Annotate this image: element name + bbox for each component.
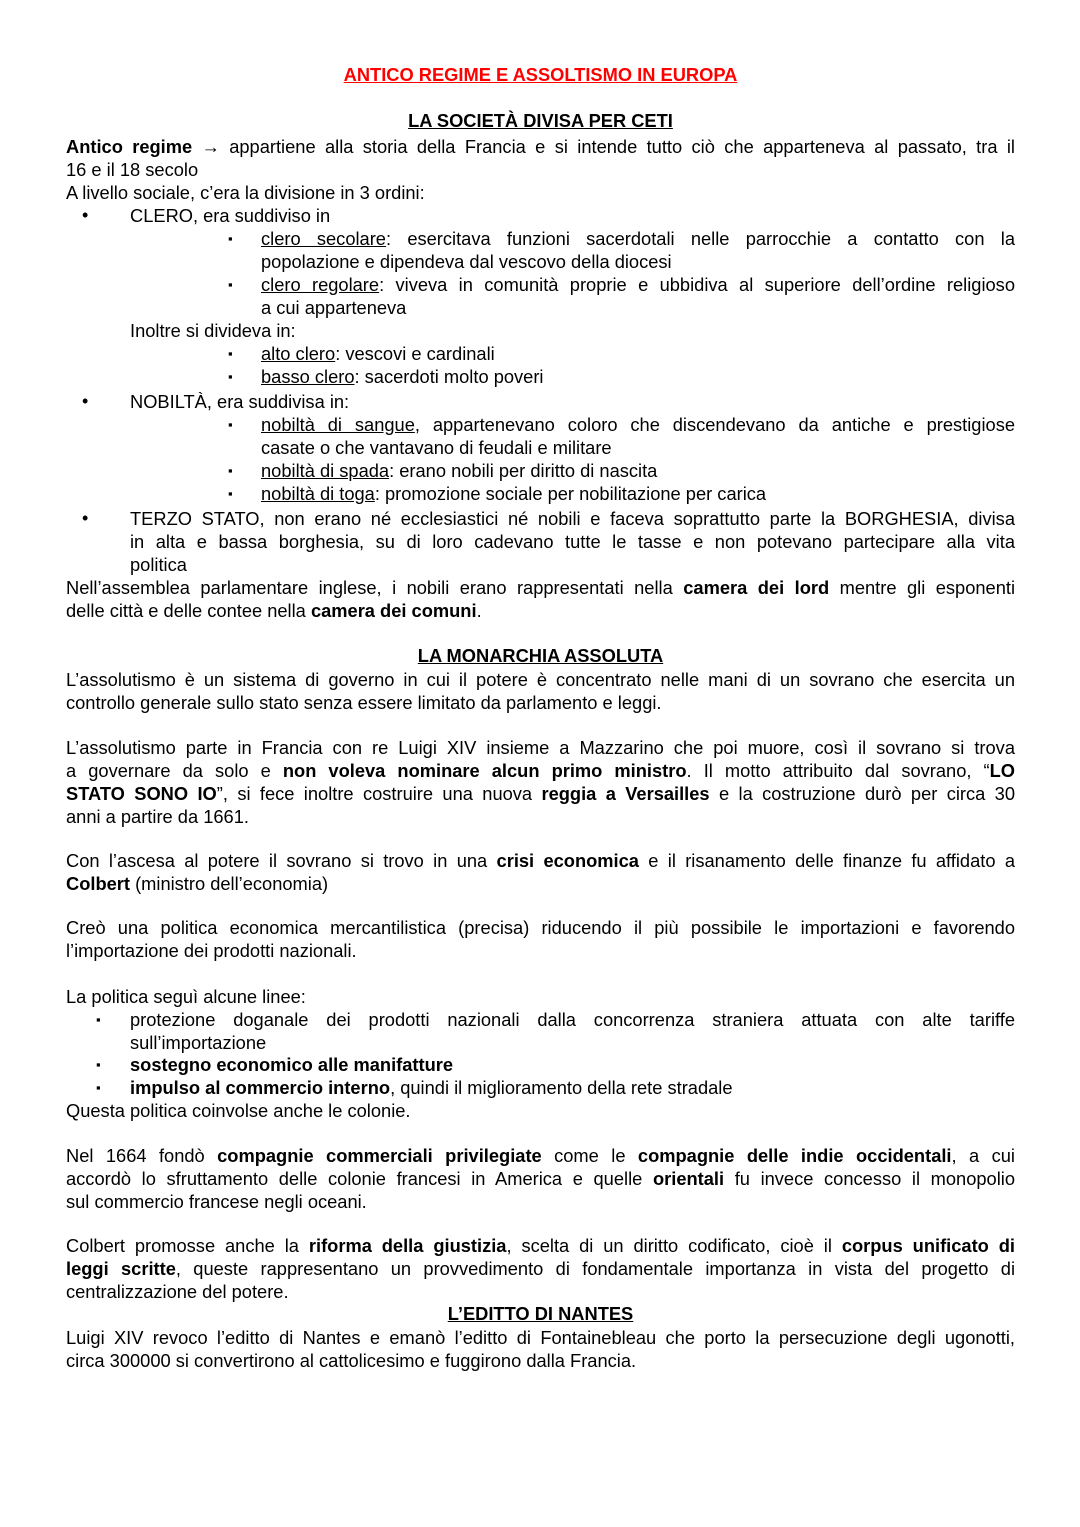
text: . Il motto attribuito dal sovrano, “ [686,760,990,781]
p5-b1-line2: sull’importazione [130,1032,267,1053]
intro-text: appartiene alla storia della Francia e si intende tutto ciò che apparteneva al passato, tra il [219,136,1015,157]
square-bullet-icon: ▪ [96,1057,101,1072]
terzo-line3: politica [130,554,187,575]
text: mentre gli esponenti [829,577,1015,598]
square-bullet-icon: ▪ [228,417,233,432]
bold-text: non voleva nominare alcun primo ministro [282,760,687,781]
nobilta-sangue-line2: casate o che vantavano di feudali e militare [261,437,612,458]
text: , scelta di un diritto codificato, cioè il [506,1235,842,1256]
text: Colbert promosse anche la [66,1235,309,1256]
bold-text: crisi economica [496,850,639,871]
terzo-line1: TERZO STATO, non erano né ecclesiastici né nobili e faceva soprattutto parte la BORGHESIA, divisa [130,508,1015,529]
square-bullet-icon: ▪ [228,486,233,501]
term-nobilta-toga: nobiltà di toga [261,483,375,504]
term-clero-regolare: clero regolare [261,274,380,295]
text: : promozione sociale per nobilitazione per carica [374,483,767,504]
round-bullet-icon: • [82,508,89,528]
text: come le [541,1145,638,1166]
bold-text: sostegno economico alle manifatture [130,1054,454,1075]
square-bullet-icon: ▪ [96,1012,101,1027]
bold-text: riforma della giustizia [308,1235,507,1256]
square-bullet-icon: ▪ [96,1080,101,1095]
section-heading-nantes: L’EDITTO DI NANTES [447,1303,634,1324]
basso-clero [261,365,544,388]
p2-line1: L’assolutismo parte in Francia con re Luigi XIV insieme a Mazzarino che poi muore, così il sovrano si trova [66,737,1015,758]
bold-text: leggi scritte [66,1258,176,1279]
p5-intro: La politica seguì alcune linee: [66,986,306,1007]
term-antico-regime: Antico regime [66,136,193,157]
p1-line2: controllo generale sullo stato senza essere limitato da parlamento e leggi. [66,692,662,713]
term-nobilta-sangue: nobiltà di sangue [261,414,415,435]
text: Nel 1664 fondò [66,1145,218,1166]
term-camera-comuni: camera dei comuni [310,600,477,621]
p5-b3 [130,1076,733,1099]
clero-also: Inoltre si divideva in: [130,320,296,341]
p3-line2 [66,872,328,895]
text: : viveva in comunità proprie e ubbidiva al superiore dell’ordine religioso [379,274,1015,295]
nantes-line2: circa 300000 si convertirono al cattolicesimo e fuggirono dalla Francia. [66,1350,637,1371]
p1-line1: L’assolutismo è un sistema di governo in cui il potere è concentrato nelle mani di un sovrano che esercita un [66,669,1015,690]
orders-intro: A livello sociale, c’era la divisione in 3 ordini: [66,182,425,203]
p5-b2 [130,1053,453,1076]
p5-b1-line1: protezione doganale dei prodotti nazionali dalla concorrenza straniera attuata con alte tariffe [130,1009,1015,1030]
bold-text: LO [989,760,1015,781]
round-bullet-icon: • [82,391,89,411]
intro-line-2: 16 e il 18 secolo [66,159,199,180]
main-title: ANTICO REGIME E ASSOLTISMO IN EUROPA [343,64,738,85]
intro-line-1 [66,135,1015,181]
text: , a cui [951,1145,1015,1166]
p4-line1: Creò una politica economica mercantilistica (precisa) riducendo il più possibile le importazioni e favorendo [66,917,1015,938]
nantes-line1: Luigi XIV revoco l’editto di Nantes e emanò l’editto di Fontainebleau che porto la persecuzione degli ugonotti, [66,1327,1015,1348]
square-bullet-icon: ▪ [228,369,233,384]
text: a governare da solo e [66,760,283,781]
p4-line2: l’importazione dei prodotti nazionali. [66,940,357,961]
text: , queste rappresentano un provvedimento di fondamentale importanza in vista del progetto di [175,1258,1016,1279]
alto-clero [261,342,495,365]
nobilta-spada [261,459,657,482]
term-camera-lord: camera dei lord [683,577,830,598]
bold-text: orientali [652,1168,725,1189]
p6-line3: sul commercio francese negli oceani. [66,1191,367,1212]
text: , quindi il miglioramento della rete stradale [390,1077,733,1098]
clero-secolare-line2: popolazione e dipendeva dal vescovo della diocesi [261,251,672,272]
term-basso-clero: basso clero [261,366,355,387]
text: e il risanamento delle finanze fu affidato a [638,850,1015,871]
bold-text: STATO SONO IO [66,783,217,804]
nobilta-label: NOBILTÀ, era suddivisa in: [130,391,350,412]
bold-text: reggia a Versailles [541,783,710,804]
bold-text: corpus unificato di [841,1235,1015,1256]
text: Con l’ascesa al potere il sovrano si trovo in una [66,850,497,871]
p7-line3: centralizzazione del potere. [66,1281,289,1302]
p5-outro: Questa politica coinvolse anche le colonie. [66,1100,411,1121]
text: : sacerdoti molto poveri [354,366,544,387]
nobilta-toga [261,482,766,505]
parliament-line2 [66,599,482,622]
term-alto-clero: alto clero [261,343,336,364]
text: e la costruzione durò per circa 30 [709,783,1015,804]
bold-text: impulso al commercio interno [130,1077,391,1098]
text: accordò lo sfruttamento delle colonie francesi in America e quelle [66,1168,653,1189]
round-bullet-icon: • [82,205,89,225]
square-bullet-icon: ▪ [228,346,233,361]
text: ”, si fece inoltre costruire una nuova [216,783,542,804]
bold-text: Colbert [66,873,130,894]
square-bullet-icon: ▪ [228,463,233,478]
bold-text: compagnie commerciali privilegiate [217,1145,542,1166]
arrow-icon: → [201,136,220,157]
text: . [476,600,482,621]
text: : vescovi e cardinali [335,343,495,364]
text: , appartenevano coloro che discendevano da antiche e prestigiose [414,414,1015,435]
clero-label: CLERO, era suddiviso in [130,205,331,226]
section-heading-societa: LA SOCIETÀ DIVISA PER CETI [408,110,673,131]
text: Nell’assemblea parlamentare inglese, i nobili erano rappresentati nella [66,577,684,598]
square-bullet-icon: ▪ [228,277,233,292]
terzo-line2: in alta e bassa borghesia, su di loro cadevano tutte le tasse e non potevano partecipare alla vita [130,531,1015,552]
text: (ministro dell’economia) [129,873,329,894]
term-nobilta-spada: nobiltà di spada [261,460,390,481]
p2-line4: anni a partire da 1661. [66,806,249,827]
clero-regolare-line2: a cui apparteneva [261,297,407,318]
text: delle città e delle contee nella [66,600,311,621]
bold-text: compagnie delle indie occidentali [637,1145,952,1166]
text: : esercitava funzioni sacerdotali nelle parrocchie a contatto con la [385,228,1015,249]
term-clero-secolare: clero secolare [261,228,386,249]
text: : erano nobili per diritto di nascita [389,460,658,481]
square-bullet-icon: ▪ [228,231,233,246]
text: fu invece concesso il monopolio [724,1168,1015,1189]
section-heading-monarchia: LA MONARCHIA ASSOLUTA [417,645,664,666]
